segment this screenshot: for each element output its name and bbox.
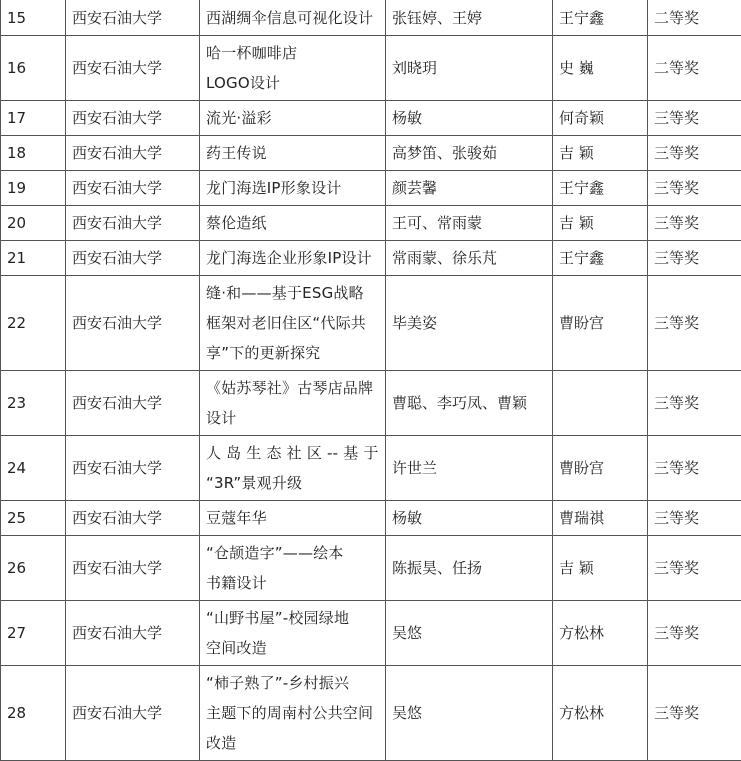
advisor-cell: 王宁鑫 — [553, 0, 648, 36]
school-cell: 西安石油大学 — [66, 241, 200, 276]
award-level-cell: 三等奖 — [648, 501, 741, 536]
authors-cell: 曹聪、李巧凤、曹颖 — [386, 371, 553, 436]
project-title-cell: 蔡伦造纸 — [200, 206, 386, 241]
advisor-cell: 曹瑞祺 — [553, 501, 648, 536]
school-cell: 西安石油大学 — [66, 171, 200, 206]
project-title-cell: 西湖绸伞信息可视化设计 — [200, 0, 386, 36]
row-number: 19 — [1, 171, 66, 206]
school-cell: 西安石油大学 — [66, 371, 200, 436]
table-row — [1, 171, 741, 206]
advisor-cell: 曹盼宫 — [553, 436, 648, 501]
project-title-cell: 哈一杯咖啡店 LOGO设计 — [200, 36, 386, 101]
advisor-cell: 王宁鑫 — [553, 241, 648, 276]
authors-cell: 刘晓玥 — [386, 36, 553, 101]
row-number: 24 — [1, 436, 66, 501]
school-cell: 西安石油大学 — [66, 536, 200, 601]
project-title-cell: 人 岛 生 态 社 区 -- 基 于 “3R”景观升级 — [200, 436, 386, 501]
advisor-cell — [553, 371, 648, 436]
authors-cell: 张钰婷、王婷 — [386, 0, 553, 36]
project-title-cell: “柿子熟了”-乡村振兴 主题下的周南村公共空间 改造 — [200, 666, 386, 761]
project-title-cell: 缝·和——基于ESG战略 框架对老旧住区“代际共 享”下的更新探究 — [200, 276, 386, 371]
school-cell: 西安石油大学 — [66, 36, 200, 101]
award-level-cell: 三等奖 — [648, 171, 741, 206]
advisor-cell: 吉 颖 — [553, 206, 648, 241]
row-number: 20 — [1, 206, 66, 241]
row-number: 27 — [1, 601, 66, 666]
advisor-cell: 史 巍 — [553, 36, 648, 101]
authors-cell: 许世兰 — [386, 436, 553, 501]
project-title-cell: 《姑苏琴社》古琴店品牌 设计 — [200, 371, 386, 436]
row-number: 18 — [1, 136, 66, 171]
table-row — [1, 206, 741, 241]
row-number: 23 — [1, 371, 66, 436]
row-number: 26 — [1, 536, 66, 601]
award-level-cell: 三等奖 — [648, 206, 741, 241]
table-row — [1, 371, 741, 436]
school-cell: 西安石油大学 — [66, 436, 200, 501]
table-row — [1, 136, 741, 171]
authors-cell: 吴悠 — [386, 601, 553, 666]
advisor-cell: 方松林 — [553, 666, 648, 761]
row-number: 15 — [1, 0, 66, 36]
authors-cell: 毕美姿 — [386, 276, 553, 371]
school-cell: 西安石油大学 — [66, 0, 200, 36]
advisor-cell: 王宁鑫 — [553, 171, 648, 206]
school-cell: 西安石油大学 — [66, 101, 200, 136]
award-level-cell: 三等奖 — [648, 101, 741, 136]
authors-cell: 杨敏 — [386, 101, 553, 136]
row-number: 17 — [1, 101, 66, 136]
authors-cell: 杨敏 — [386, 501, 553, 536]
school-cell: 西安石油大学 — [66, 666, 200, 761]
award-level-cell: 二等奖 — [648, 36, 741, 101]
award-level-cell: 三等奖 — [648, 276, 741, 371]
school-cell: 西安石油大学 — [66, 501, 200, 536]
project-title-cell: “仓颉造字”——绘本 书籍设计 — [200, 536, 386, 601]
project-title-cell: 龙门海选企业形象IP设计 — [200, 241, 386, 276]
authors-cell: 常雨蒙、徐乐芃 — [386, 241, 553, 276]
authors-cell: 颜芸馨 — [386, 171, 553, 206]
project-title-cell: “山野书屋”-校园绿地 空间改造 — [200, 601, 386, 666]
advisor-cell: 曹盼宫 — [553, 276, 648, 371]
table-row — [1, 0, 741, 36]
school-cell: 西安石油大学 — [66, 206, 200, 241]
school-cell: 西安石油大学 — [66, 601, 200, 666]
advisor-cell: 方松林 — [553, 601, 648, 666]
table-row — [1, 101, 741, 136]
table-row — [1, 666, 741, 761]
school-cell: 西安石油大学 — [66, 136, 200, 171]
awards-table-body — [1, 0, 741, 761]
award-level-cell: 二等奖 — [648, 0, 741, 36]
advisor-cell: 吉 颖 — [553, 536, 648, 601]
award-level-cell: 三等奖 — [648, 601, 741, 666]
advisor-cell: 何奇颖 — [553, 101, 648, 136]
row-number: 16 — [1, 36, 66, 101]
award-level-cell: 三等奖 — [648, 241, 741, 276]
project-title-cell: 药王传说 — [200, 136, 386, 171]
award-level-cell: 三等奖 — [648, 666, 741, 761]
authors-cell: 吴悠 — [386, 666, 553, 761]
advisor-cell: 吉 颖 — [553, 136, 648, 171]
table-row — [1, 276, 741, 371]
table-row — [1, 601, 741, 666]
school-cell: 西安石油大学 — [66, 276, 200, 371]
authors-cell: 陈振昊、任扬 — [386, 536, 553, 601]
project-title-cell: 流光·溢彩 — [200, 101, 386, 136]
award-level-cell: 三等奖 — [648, 536, 741, 601]
award-level-cell: 三等奖 — [648, 136, 741, 171]
row-number: 28 — [1, 666, 66, 761]
project-title-cell: 豆蔻年华 — [200, 501, 386, 536]
authors-cell: 王可、常雨蒙 — [386, 206, 553, 241]
authors-cell: 高梦笛、张骏茹 — [386, 136, 553, 171]
table-row — [1, 536, 741, 601]
row-number: 21 — [1, 241, 66, 276]
award-level-cell: 三等奖 — [648, 436, 741, 501]
table-row — [1, 501, 741, 536]
row-number: 25 — [1, 501, 66, 536]
row-number: 22 — [1, 276, 66, 371]
table-row — [1, 241, 741, 276]
table-row — [1, 36, 741, 101]
table-row — [1, 436, 741, 501]
project-title-cell: 龙门海选IP形象设计 — [200, 171, 386, 206]
award-level-cell: 三等奖 — [648, 371, 741, 436]
